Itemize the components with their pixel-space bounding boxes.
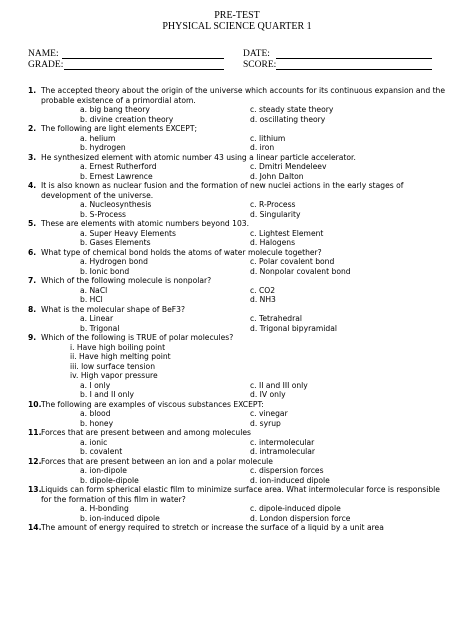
answer-option[interactable]: b. Trigonal xyxy=(80,323,120,333)
answer-option[interactable]: a. NaCl xyxy=(80,285,108,295)
answer-options xyxy=(80,286,448,305)
question-text: Forces that are present between an ion and a polar molecule xyxy=(41,456,273,466)
answer-option[interactable]: c. CO2 xyxy=(250,285,276,295)
question-text: Forces that are present between and among molecules xyxy=(41,428,251,437)
answer-options xyxy=(80,105,448,124)
answer-option[interactable]: b. hydrogen xyxy=(80,143,126,152)
answer-option[interactable]: b. ion-induced dipole xyxy=(80,513,160,523)
question-stem xyxy=(28,457,448,467)
answer-option[interactable]: d. IV only xyxy=(250,390,286,399)
answer-option[interactable]: a. I only xyxy=(80,380,111,390)
statement-item: iii. low surface tension xyxy=(70,361,156,371)
answer-option[interactable]: c. lithium xyxy=(250,133,286,143)
answer-option[interactable]: b. Ernest Lawrence xyxy=(80,171,153,181)
answer-options xyxy=(80,257,448,276)
question-stem xyxy=(28,248,448,258)
statement-item: i. Have high boiling point xyxy=(70,342,166,352)
question-number: 12. xyxy=(28,456,42,466)
answer-options xyxy=(80,466,448,485)
answer-option[interactable]: d. ion-induced dipole xyxy=(250,475,330,485)
answer-options xyxy=(80,438,448,457)
question-text: The following are examples of viscous substances EXCEPT: xyxy=(41,399,264,409)
answer-option[interactable]: d. Trigonal bipyramidal xyxy=(250,323,337,333)
question-stem xyxy=(28,428,448,438)
question-item xyxy=(28,333,448,400)
page-subtitle: PHYSICAL SCIENCE QUARTER 1 xyxy=(162,21,312,32)
question-text: Which of the following is TRUE of polar molecules? xyxy=(41,333,234,342)
answer-option[interactable]: a. Nucleosynthesis xyxy=(80,200,152,209)
page-title: PRE-TEST xyxy=(214,10,260,21)
answer-options xyxy=(80,162,448,181)
answer-option[interactable]: d. iron xyxy=(250,143,275,152)
question-item xyxy=(28,400,448,429)
question-stem xyxy=(28,276,448,286)
question-text: What is the molecular shape of BeF3? xyxy=(41,304,186,314)
question-item xyxy=(28,305,448,334)
answer-option[interactable]: d. syrup xyxy=(250,418,281,428)
answer-option[interactable]: a. Ernest Rutherford xyxy=(80,162,157,171)
question-number: 14. xyxy=(28,523,42,532)
answer-option[interactable]: c. Polar covalent bond xyxy=(250,257,335,266)
grade-label: GRADE: xyxy=(28,60,64,70)
answer-option[interactable]: c. Dmitri Mendeleev xyxy=(250,162,327,171)
answer-option[interactable]: b. Ionic bond xyxy=(80,266,130,276)
question-number: 13. xyxy=(28,485,42,494)
question-stem xyxy=(28,124,448,134)
question-number: 1. xyxy=(28,86,37,95)
answer-option[interactable]: b. covalent xyxy=(80,447,123,456)
answer-option[interactable]: c. vinegar xyxy=(250,409,288,418)
question-number: 5. xyxy=(28,219,37,228)
question-stem xyxy=(28,333,448,343)
question-number: 8. xyxy=(28,304,37,314)
answer-option[interactable]: d. intramolecular xyxy=(250,447,316,456)
answer-option[interactable]: a. Linear xyxy=(80,314,114,323)
answer-option[interactable]: a. Hydrogen bond xyxy=(80,257,148,266)
question-text: Which of the following molecule is nonpolar? xyxy=(41,276,212,285)
question-number: 11. xyxy=(28,428,42,437)
question-text: The amount of energy required to stretch or increase the surface of a liquid by a unit area xyxy=(41,523,384,532)
answer-option[interactable]: a. H-bonding xyxy=(80,504,129,513)
answer-option[interactable]: b. honey xyxy=(80,418,114,428)
question-stem xyxy=(28,181,448,200)
answer-option[interactable]: c. II and III only xyxy=(250,380,308,390)
answer-option[interactable]: b. HCl xyxy=(80,295,103,304)
answer-option[interactable]: c. dispersion forces xyxy=(250,466,324,475)
question-text: The following are light elements EXCEPT; xyxy=(41,124,198,133)
grade-field[interactable] xyxy=(64,69,224,70)
answer-option[interactable]: a. Super Heavy Elements xyxy=(80,228,176,238)
name-label: NAME: xyxy=(28,49,59,59)
answer-option[interactable]: d. London dispersion force xyxy=(250,513,351,523)
answer-option[interactable]: d. oscillating theory xyxy=(250,114,326,124)
question-text: Liquids can form spherical elastic film to minimize surface area. What intermolecular force is responsible for the formation of this film in water? xyxy=(41,485,440,504)
question-item xyxy=(28,428,448,457)
question-number: 2. xyxy=(28,124,37,133)
answer-option[interactable]: d. John Dalton xyxy=(250,171,304,181)
date-label: DATE: xyxy=(243,49,270,59)
answer-option[interactable]: d. Singularity xyxy=(250,209,301,219)
question-number: 7. xyxy=(28,276,37,285)
question-number: 9. xyxy=(28,333,37,342)
name-field[interactable] xyxy=(62,58,224,59)
question-number: 10. xyxy=(28,399,42,409)
question-item xyxy=(28,181,448,219)
question-item xyxy=(28,153,448,182)
question-item xyxy=(28,124,448,153)
question-text: It is also known as nuclear fusion and the formation of new nuclei actions in the early stages of development of the universe. xyxy=(41,181,404,200)
answer-option[interactable]: c. dipole-induced dipole xyxy=(250,504,341,513)
question-stem xyxy=(28,485,448,504)
question-text: What type of chemical bond holds the atoms of water molecule together? xyxy=(41,247,322,257)
answer-option[interactable]: a. blood xyxy=(80,409,111,418)
answer-option[interactable]: c. intermolecular xyxy=(250,437,315,447)
question-stem xyxy=(28,219,448,229)
question-list xyxy=(28,86,448,533)
score-field[interactable] xyxy=(276,69,432,70)
question-item xyxy=(28,219,448,248)
question-item xyxy=(28,523,448,533)
question-item xyxy=(28,248,448,277)
question-stem xyxy=(28,86,448,105)
answer-option[interactable]: c. steady state theory xyxy=(250,105,334,114)
answer-option[interactable]: a. big bang theory xyxy=(80,105,150,114)
question-item xyxy=(28,457,448,486)
question-number: 4. xyxy=(28,181,37,190)
answer-option[interactable]: d. Nonpolar covalent bond xyxy=(250,266,351,276)
question-number: 6. xyxy=(28,247,37,257)
question-stem xyxy=(28,305,448,315)
answer-option[interactable]: b. Gases Elements xyxy=(80,238,151,247)
question-item xyxy=(28,276,448,305)
question-stem xyxy=(28,523,448,533)
answer-option[interactable]: d. Halogens xyxy=(250,238,296,247)
answer-options xyxy=(80,314,448,333)
date-field[interactable] xyxy=(276,58,432,59)
question-number: 3. xyxy=(28,152,37,162)
answer-option[interactable]: d. NH3 xyxy=(250,295,276,304)
answer-option[interactable]: a. ion-dipole xyxy=(80,466,127,475)
answer-option[interactable]: a. helium xyxy=(80,133,116,143)
question-text: He synthesized element with atomic number 43 using a linear particle accelerator. xyxy=(41,152,356,162)
answer-options xyxy=(80,200,448,219)
answer-options xyxy=(80,504,448,523)
answer-options xyxy=(80,229,448,248)
answer-options xyxy=(80,134,448,153)
statement-item: iv. High vapor pressure xyxy=(70,371,158,380)
answer-option[interactable]: b. S-Process xyxy=(80,209,127,219)
answer-option[interactable]: a. ionic xyxy=(80,437,108,447)
question-text: The accepted theory about the origin of the universe which accounts for its continuous expansion and the probable existence of a primordial atom. xyxy=(41,86,446,105)
statement-item: ii. Have high melting point xyxy=(70,352,171,361)
answer-option[interactable]: b. I and II only xyxy=(80,390,134,399)
answer-option[interactable]: c. Tetrahedral xyxy=(250,314,302,323)
answer-options xyxy=(80,409,448,428)
answer-options xyxy=(80,381,448,400)
answer-option[interactable]: c. R-Process xyxy=(250,200,296,209)
score-label: SCORE: xyxy=(243,60,277,70)
question-stem xyxy=(28,153,448,163)
answer-option[interactable]: c. Lightest Element xyxy=(250,228,324,238)
question-item xyxy=(28,485,448,523)
answer-option[interactable]: b. dipole-dipole xyxy=(80,475,139,485)
question-item xyxy=(28,86,448,124)
question-stem xyxy=(28,400,448,410)
question-text: These are elements with atomic numbers beyond 103. xyxy=(41,219,250,228)
answer-option[interactable]: b. divine creation theory xyxy=(80,114,174,124)
